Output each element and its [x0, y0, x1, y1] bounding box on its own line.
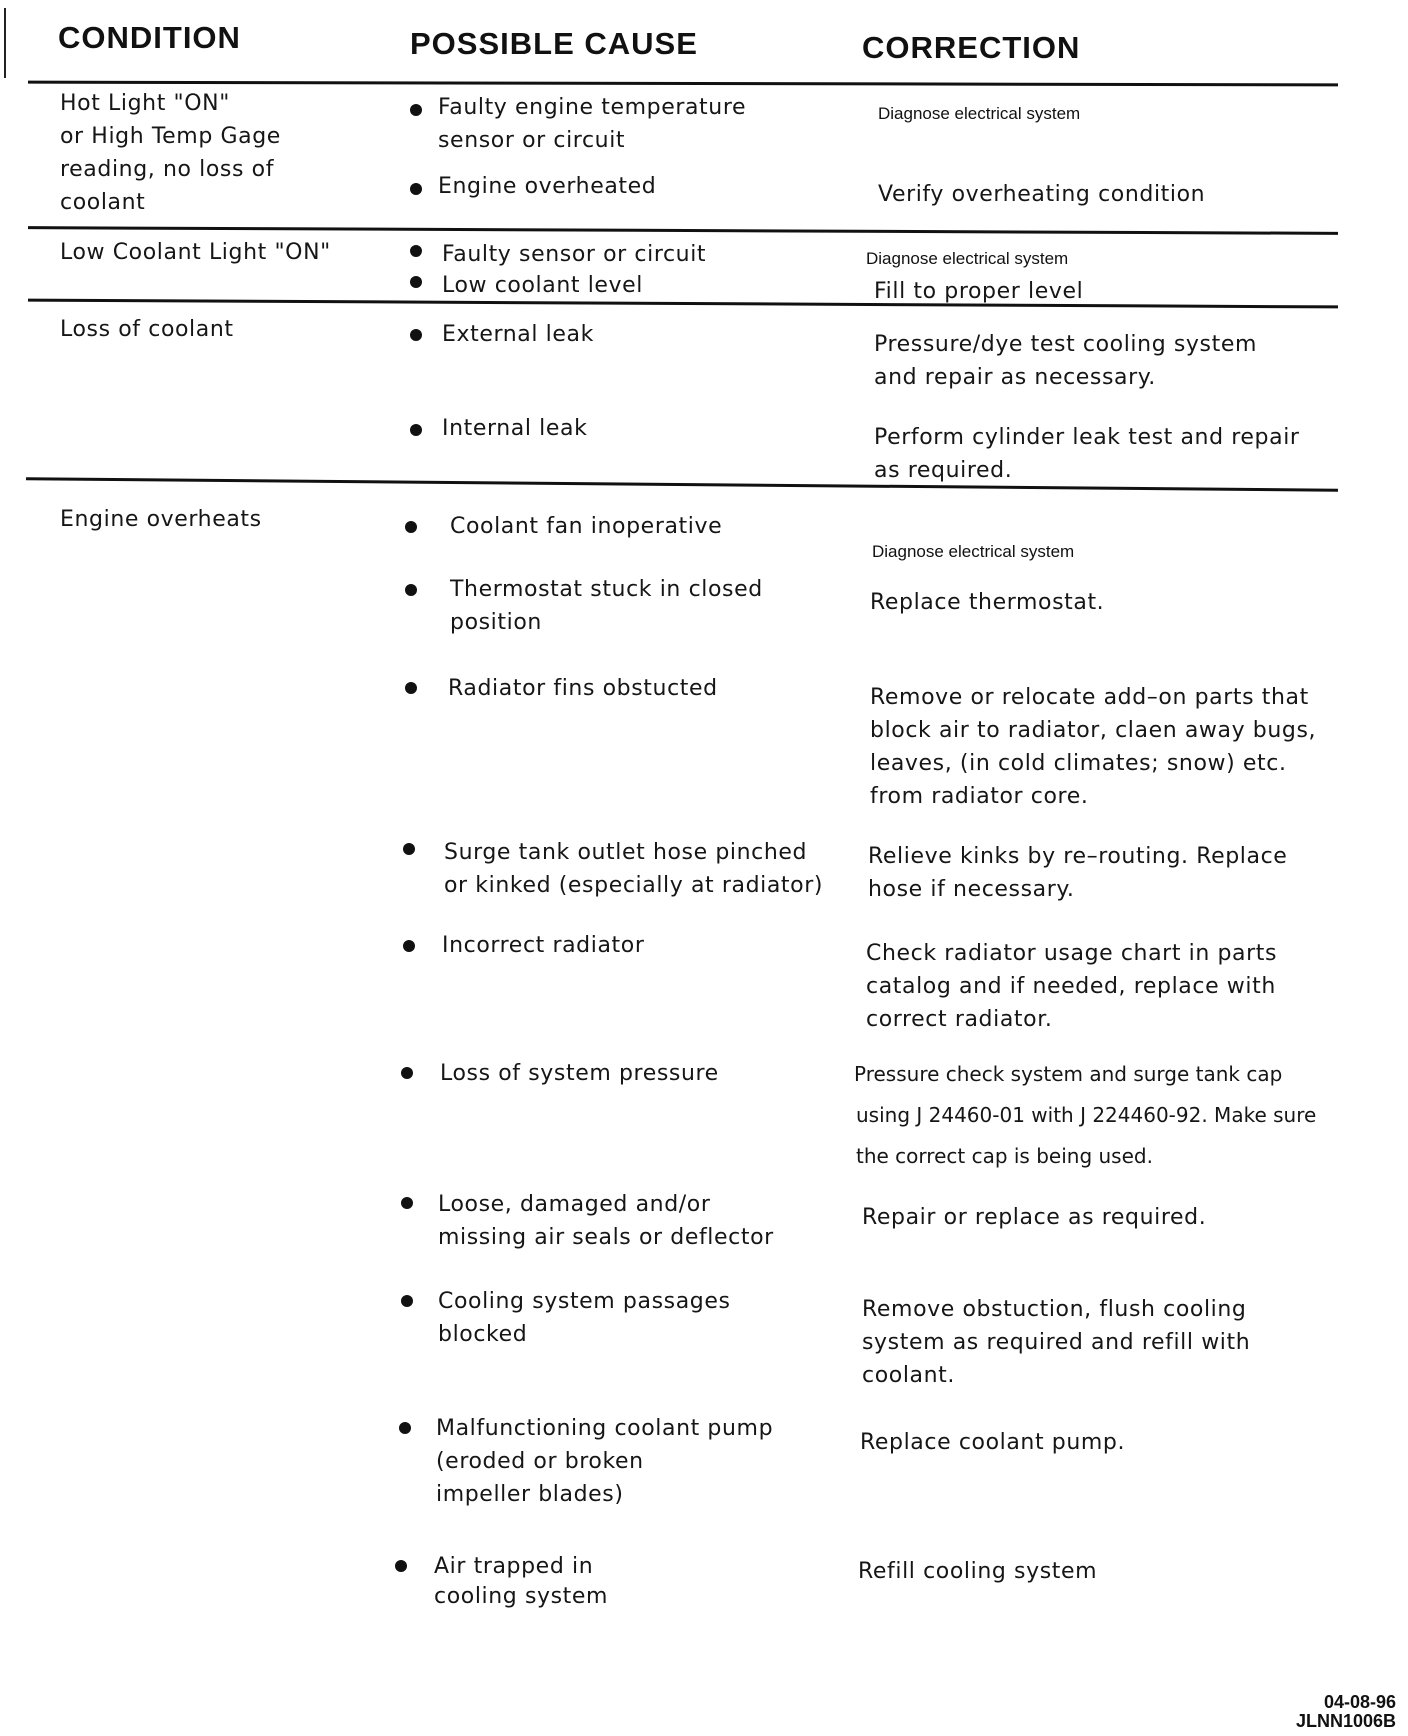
- correction-line: catalog and if needed, replace with: [866, 974, 1276, 999]
- correction-line: Repair or replace as required.: [862, 1205, 1207, 1230]
- bullet-icon: [410, 329, 422, 341]
- correction-line: correct radiator.: [866, 1007, 1053, 1032]
- header-divider: [28, 81, 1338, 87]
- bullet-icon: [405, 584, 417, 596]
- cause-line: position: [450, 610, 542, 635]
- correction-line: system as required and refill with: [862, 1330, 1251, 1355]
- bullet-icon: [395, 1560, 407, 1572]
- correction-line: Replace coolant pump.: [860, 1430, 1126, 1455]
- correction-line: Remove obstuction, flush cooling: [862, 1297, 1247, 1322]
- cause-line: blocked: [438, 1322, 528, 1347]
- cause-line: Incorrect radiator: [442, 933, 645, 958]
- bullet-icon: [401, 1295, 413, 1307]
- correction-line: Fill to proper level: [874, 279, 1084, 304]
- cause-line: sensor or circuit: [438, 128, 626, 153]
- correction-line: Relieve kinks by re–routing. Replace: [868, 844, 1288, 869]
- document-code: JLNN1006B: [1295, 1711, 1396, 1731]
- correction-line: Diagnose electrical system: [878, 104, 1081, 123]
- correction-line: the correct cap is being used.: [856, 1144, 1153, 1168]
- bullet-icon: [401, 1067, 413, 1079]
- document-date: 04-08-96: [1323, 1692, 1396, 1712]
- margin-mark: [4, 8, 6, 78]
- row-divider: [28, 226, 1338, 235]
- cause-line: Air trapped in: [434, 1554, 594, 1579]
- bullet-icon: [410, 424, 422, 436]
- correction-line: leaves, (in cold climates; snow) etc.: [870, 751, 1287, 776]
- condition-line: Low Coolant Light "ON": [60, 240, 331, 265]
- cause-line: Internal leak: [442, 416, 588, 441]
- cause-line: cooling system: [434, 1584, 609, 1609]
- correction-line: Pressure/dye test cooling system: [874, 332, 1257, 357]
- condition-line: coolant: [60, 190, 146, 215]
- cause-line: Radiator fins obstucted: [448, 676, 718, 701]
- cause-line: impeller blades): [436, 1482, 624, 1507]
- cause-line: External leak: [442, 322, 594, 347]
- bullet-icon: [399, 1422, 411, 1434]
- cause-line: or kinked (especially at radiator): [444, 873, 824, 898]
- correction-line: Diagnose electrical system: [866, 249, 1069, 268]
- cause-line: Faulty sensor or circuit: [442, 242, 707, 267]
- cause-line: Engine overheated: [438, 174, 657, 199]
- correction-line: coolant.: [862, 1363, 955, 1388]
- cause-line: Loose, damaged and/or: [438, 1192, 711, 1217]
- header-condition: CONDITION: [58, 20, 241, 55]
- cause-line: Cooling system passages: [438, 1289, 731, 1314]
- cause-line: Thermostat stuck in closed: [450, 577, 763, 602]
- correction-line: Pressure check system and surge tank cap: [854, 1062, 1283, 1086]
- correction-line: Check radiator usage chart in parts: [866, 941, 1278, 966]
- cause-line: Loss of system pressure: [440, 1061, 719, 1086]
- condition-line: reading, no loss of: [60, 157, 275, 182]
- correction-line: as required.: [874, 458, 1013, 483]
- bullet-icon: [403, 940, 415, 952]
- bullet-icon: [410, 183, 422, 195]
- correction-line: using J 24460-01 with J 224460-92. Make sure: [856, 1103, 1317, 1127]
- correction-line: from radiator core.: [870, 784, 1089, 809]
- cause-line: missing air seals or deflector: [438, 1225, 774, 1250]
- cause-line: Low coolant level: [442, 273, 644, 298]
- bullet-icon: [403, 843, 415, 855]
- condition-line: Loss of coolant: [60, 317, 234, 342]
- bullet-icon: [410, 276, 422, 288]
- header-possible-cause: POSSIBLE CAUSE: [410, 26, 698, 61]
- bullet-icon: [410, 245, 422, 257]
- correction-line: block air to radiator, claen away bugs,: [870, 718, 1317, 743]
- bullet-icon: [405, 682, 417, 694]
- cause-line: Coolant fan inoperative: [450, 514, 723, 539]
- correction-line: Verify overheating condition: [878, 182, 1206, 207]
- correction-line: Refill cooling system: [858, 1559, 1098, 1584]
- cause-line: Surge tank outlet hose pinched: [444, 840, 808, 865]
- bullet-icon: [405, 521, 417, 533]
- bullet-icon: [401, 1197, 413, 1209]
- condition-line: Engine overheats: [60, 507, 262, 532]
- cause-line: (eroded or broken: [436, 1449, 644, 1474]
- correction-line: hose if necessary.: [868, 877, 1075, 902]
- correction-line: Replace thermostat.: [870, 590, 1105, 615]
- condition-line: Hot Light "ON": [60, 91, 230, 116]
- row-divider: [26, 477, 1338, 491]
- correction-line: Diagnose electrical system: [872, 542, 1075, 561]
- correction-line: and repair as necessary.: [874, 365, 1156, 390]
- header-correction: CORRECTION: [862, 30, 1081, 65]
- cause-line: Malfunctioning coolant pump: [436, 1416, 774, 1441]
- cause-line: Faulty engine temperature: [438, 95, 747, 120]
- bullet-icon: [410, 104, 422, 116]
- correction-line: Perform cylinder leak test and repair: [874, 425, 1300, 450]
- row-divider: [28, 299, 1338, 309]
- condition-line: or High Temp Gage: [60, 124, 281, 149]
- correction-line: Remove or relocate add–on parts that: [870, 685, 1309, 710]
